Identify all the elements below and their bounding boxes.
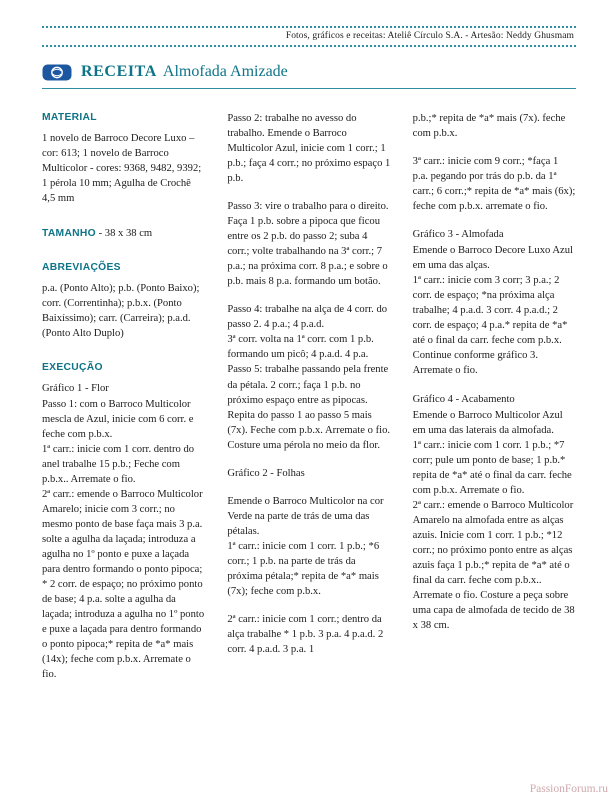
paragraph: Passo 5: trabalhe passando pela frente da pétala. 2 corr.; faça 1 p.b. no próximo espaço entre as pipocas. Repita do passo 1 ao passo 5 mais (7x). Feche com p.b.x. Arremate o fio. Costure uma pérola no meio da flor. [227, 364, 391, 451]
paragraph: 1ª carr.: inicie com 1 corr. dentro do anel trabalhe 15 p.b.; Feche com p.b.x.. Arremate o fio. [42, 443, 195, 485]
watermark: PassionForum.ru [529, 783, 608, 795]
paragraph: Emende o Barroco Multicolor na cor Verde na parte de trás de uma das pétalas. [227, 495, 384, 537]
section-heading: EXECUÇÃO [42, 362, 103, 374]
section-heading: MATERIAL [42, 112, 97, 123]
paragraph: 1ª carr.: inicie com 3 corr; 3 p.a.; 2 corr. de espaço; *na próxima alça trabalhe; 4 p.a.d. 3 corr. 4 p.a.d.; 2 corr. de espaço; 4 p.a.* repita de *a* até o final da carr. feche com p.b.x. Continue conforme gráfico 3. Arremate o fio. [412, 275, 568, 377]
section-heading: ABREVIAÇÕES [42, 262, 121, 274]
text-column-3 [413, 111, 576, 682]
sub-heading: Gráfico 1 - Flor [42, 382, 109, 394]
paragraph: Passo 3: vire o trabalho para o direito. Faça 1 p.b. sobre a pipoca que ficou entre os 2 p.b. do passo 2; suba 4 corr.; volte trabalhando na 3ª corr.; 7 p.a.; na próxima corr. 8 p.a.; e sobre o p.b. mais 8 p.a. formando um botão. [227, 201, 389, 288]
paragraph: p.b.;* repita de *a* mais (7x). feche com p.b.x. [412, 113, 566, 140]
section-heading [42, 226, 205, 242]
circulo-yarn-logo-icon [42, 64, 72, 81]
section-heading-detail: - 38 x 38 cm [95, 227, 153, 239]
section-heading-label: TAMANHO [42, 227, 96, 239]
paragraph: Passo 4: trabalhe na alça de 4 corr. do passo 2. 4 p.a.; 4 p.a.d. [227, 304, 388, 331]
paragraph: 2ª carr.: emende o Barroco Multicolor Amarelo na almofada entre as alças azuis. Inicie com 1 corr. 1 p.b.; *12 corr.; no próximo ponto entre as alças azuis faça 1 p.b.;* repita de *a* até o final da carr. feche com p.b.x.. Arremate o fio. Costure a peça sobre uma capa de almofada de tecido de 38 x 38 cm. [412, 499, 575, 631]
paragraph: 3ª corr. volta na 1ª corr. com 1 p.b. formando um picô; 4 p.a.d. 4 p.a. [227, 334, 374, 361]
paragraph: Passo 1: com o Barroco Multicolor mescla de Azul, inicie com 6 corr. e feche com p.b.x. [42, 398, 194, 440]
paragraph: Emende o Barroco Multicolor Azul em uma das laterais da almofada. [412, 409, 563, 436]
paragraph: 3ª carr.: inicie com 9 corr.; *faça 1 p.a. pegando por trás do p.b. da 1ª carr.; 6 corr.;* repita de *a* mais (6x); feche com p.b.x. arremate o fio. [412, 156, 576, 213]
paragraph: Passo 2: trabalhe no avesso do trabalho. Emende o Barroco Multicolor Azul, inicie com 1 corr.; 1 p.b.; faça 4 corr.; no próximo espaço 1 p.b. [227, 113, 391, 185]
recipe-name: Almofada Amizade [162, 63, 288, 80]
sub-heading: Gráfico 3 - Almofada [412, 229, 504, 241]
paragraph: 1ª carr.: inicie com 1 corr. 1 p.b.; *7 corr; pule um ponto de base; 1 p.b.* repita de *a* até o final da carr. feche com p.b.x. Arremate o fio. [412, 439, 572, 496]
page-title [81, 63, 288, 81]
text-column-1 [42, 111, 205, 682]
text-column-2 [227, 111, 390, 682]
paragraph: 1 novelo de Barroco Decore Luxo – cor: 613; 1 novelo de Barroco Multicolor - cores: 9368, 9482, 9392; 1 pérola 10 mm; Agulha de Crochê 4,5 mm [42, 132, 202, 204]
sub-heading: Gráfico 4 - Acabamento [412, 393, 515, 405]
paragraph: Emende o Barroco Decore Luxo Azul em uma das alças. [412, 245, 573, 272]
paragraph: 1ª carr.: inicie com 1 corr. 1 p.b.; *6 corr.; 1 p.b. na parte de trás da próxima pétala;* repita de *a* mais (7x); feche com p.b.x. [227, 540, 380, 597]
credits-line: Fotos, gráficos e receitas: Ateliê Círculo S.A. - Artesão: Neddy Ghusmam [285, 31, 574, 41]
paragraph: p.a. (Ponto Alto); p.b. (Ponto Baixo); corr. (Correntinha); p.b.x. (Ponto Baixíssimo); carr. (Carreira); p.a.d. (Ponto Alto Duplo) [42, 282, 200, 340]
paragraph: 2ª carr.: inicie com 1 corr.; dentro da alça trabalhe * 1 p.b. 3 p.a. 4 p.a.d. 2 corr. 4 p.a.d. 3 p.a. 1 [227, 613, 384, 655]
sub-heading: Gráfico 2 - Folhas [227, 467, 305, 479]
three-column-body [42, 111, 576, 682]
paragraph: 2ª carr.: emende o Barroco Multicolor Amarelo; inicie com 3 corr.; no mesmo ponto de base faça mais 3 p.a. solte a agulha da laçada; introduza a agulha no 1º ponto e puxe a laçada para dentro formando o ponto pipoca; * 2 corr. de espaço; no próximo ponto de base; 4 p.a. solte a agulha da laçada; introduza a agulha no 1º ponto e puxe a laçada para dentro formando o ponto pipoca;* repita de *a* mais (14x); feche com p.b.x. Arremate o fio. [42, 488, 205, 681]
credits-bottom-dotted-rule [42, 45, 576, 47]
recipe-label: RECEITA [81, 63, 157, 80]
recipe-header [42, 63, 576, 89]
